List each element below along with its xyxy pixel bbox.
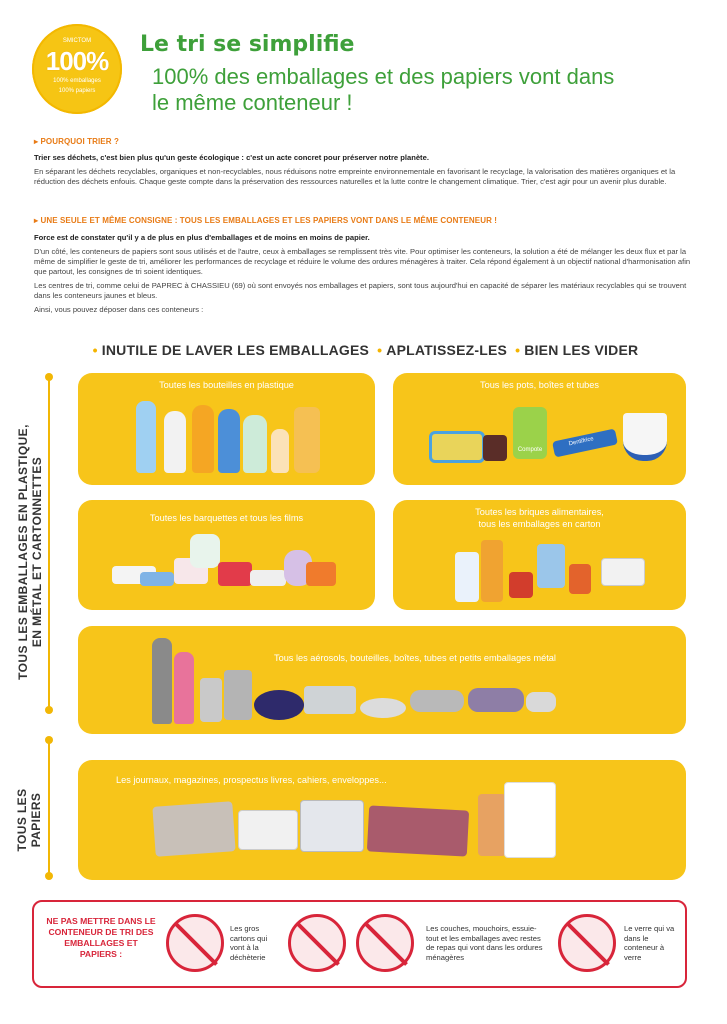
yogurt-pot-icon [483,435,507,461]
instruction-empty: BIEN LES VIDER [524,342,639,358]
soap-bottle-icon [243,415,267,473]
side-label-line: PAPIERS [29,792,43,848]
compote-pouch-icon [513,407,547,459]
section-why-sort [34,137,694,187]
side-dot [45,706,53,714]
instruction-flatten: APLATISSEZ-LES [386,342,508,358]
panel-papers [78,760,686,880]
detergent-bottle-icon [218,409,240,473]
can-icon [200,678,222,722]
no-cardboard-icon [166,914,224,972]
water-bottle-icon [136,401,156,473]
bullet-dot: • [515,342,521,358]
panel-plastic-bottles [78,373,375,485]
section-lead: Force est de constater qu'il y a de plus en plus d'emballages et de moins en moins de papier. [34,233,370,242]
kraft-bag-icon [478,794,506,856]
section-one-rule [34,216,694,315]
foil-dish-icon [360,698,406,718]
foil-ball-icon [526,692,556,712]
newspapers-icon [152,801,235,856]
panel-pots-boxes-tubes [393,373,686,485]
page-title: Le tri se simplifie [140,32,355,57]
milk-bottle-icon [164,411,186,473]
logo-top-text: SMICTOM [62,38,92,44]
side-label-papers [15,780,43,860]
panel-cartons [393,500,686,610]
tub-icon [429,431,485,463]
exclusions-box [32,900,687,988]
instructions-band [0,342,727,358]
envelope-icon [238,810,298,850]
film-icon [140,572,174,586]
section-heading: ▸ UNE SEULE ET MÊME CONSIGNE : TOUS LES EMBALLAGES ET LES PAPIERS VONT DANS LE MÊME CONTENEUR ! [34,216,498,225]
chips-bag-icon [218,562,252,586]
exclusions-warning: NE PAS METTRE DANS LE CONTENEUR DE TRI DES EMBALLAGES ET PAPIERS : [46,916,156,959]
exclusion-household-waste: Les couches, mouchoirs, essuie-tout et les emballages avec restes de repas qui vont dans les ordures ménagères [426,924,543,962]
aerosol-pink-icon [174,652,194,724]
panel-trays-films [78,500,375,610]
capsules-icon [410,690,464,712]
no-food-waste-icon [356,914,414,972]
logo-big-text: 100% [45,46,109,76]
bullet-dot: • [92,342,98,358]
section-paragraph: D'un côté, les conteneurs de papiers sont sous utilisés et de l'autre, ceux à emballages se remplissent très vite. Pour optimiser les conteneurs, la solution a été de mélanger les deux flux et par la même de simplifier le geste de tri, améliorer les performances de recyclage et réduire le volume des ordures ménagères à traiter. Cela répond également à un objectif national d'harmonisation afin que partout, les consignes de tri soient identiques. [34,247,691,276]
magazines-icon [367,805,469,856]
panel-caption: Toutes les bouteilles en plastique [159,380,294,390]
egg-tray-icon [250,570,286,586]
panel-caption-line: Toutes les briques alimentaires, [475,507,604,517]
page-subtitle: 100% des emballages et des papiers vont dans le même conteneur ! [152,64,615,115]
juice-bottle-icon [294,407,320,473]
side-label-packaging [16,397,44,707]
section-paragraph: Les centres de tri, comme celui de PAPREC à CHASSIEU (69) où sont envoyés nos emballages et papiers, sont tous aujourd'hui en capacité de séparer les matériaux recyclables qui se trouvent dans les conteneurs jaunes et bleus. [34,281,687,300]
coffee-capsules-icon [468,688,524,712]
section-paragraph: Ainsi, vous pouvez déposer dans ces conteneurs : [34,305,204,314]
side-dot [45,872,53,880]
toothpaste-tube-icon [552,429,618,458]
documents-icon [300,800,364,852]
panel-caption-line: tous les emballages en carton [478,519,601,529]
side-dot [45,736,53,744]
snack-pack-icon [306,562,336,586]
logo-line-1: 100% emballages [53,78,101,84]
side-label-line: TOUS LES [15,788,29,852]
oil-bottle-icon [192,405,214,473]
compote-label: Compote [517,447,543,453]
section-paragraph: En séparant les déchets recyclables, organiques et non-recyclables, nous réduisons notre empreinte environnementale en favorisant le recyclage, la valorisation des matières organiques et la réduction des déchets enfouis. Chaque geste compte dans la préservation des ressources naturelles et la lutte contre le changement climatique. Trier, c'est agir pour un avenir plus durable. [34,167,676,186]
foil-tray-icon [304,686,356,714]
white-box-icon [601,558,645,586]
instruction-no-wash: INUTILE DE LAVER LES EMBALLAGES [101,342,370,358]
wipes-box-icon [623,413,667,461]
panel-metal [78,626,686,734]
panel-caption: Tous les aérosols, bouteilles, boîtes, tubes et petits emballages métal [274,653,556,663]
side-label-line: TOUS LES EMBALLAGES EN PLASTIQUE, [16,424,30,680]
dentifrice-label: Dentifrice [568,436,595,448]
tin-lid-icon [254,690,304,720]
aerosol-icon [152,638,172,724]
section-heading: ▸ POURQUOI TRIER ? [34,137,119,146]
panel-caption: Toutes les barquettes et tous les films [149,513,304,523]
tin-can-icon [224,670,252,720]
exclusion-glass: Le verre qui va dans le conteneur à verre [624,924,675,962]
biscuit-box-icon [569,564,591,594]
sauce-bottle-icon [271,429,289,473]
logo-line-2: 100% papiers [58,88,96,94]
bullet-dot: • [377,342,383,358]
exclusion-cardboard: Les gros cartons qui vont à la déchèterie [230,924,268,962]
no-diaper-icon [288,914,346,972]
logo-100-percent [32,24,122,114]
panel-caption [393,506,686,530]
plastic-bag-icon [190,534,220,568]
no-glass-icon [558,914,616,972]
side-label-papers-wrap [0,788,69,852]
small-box-icon [509,572,533,598]
paper-bag-icon [504,782,556,858]
side-label-line: EN MÉTAL ET CARTONNETTES [30,456,44,648]
panel-caption: Les journaux, magazines, prospectus livres, cahiers, enveloppes... [116,775,387,785]
juice-carton-icon [481,540,503,602]
cereal-box-icon [537,544,565,588]
section-lead: Trier ses déchets, c'est bien plus qu'un geste écologique : c'est un acte concret pour préserver notre planète. [34,153,429,162]
side-dot [45,373,53,381]
milk-carton-icon [455,552,479,602]
panel-caption: Tous les pots, boîtes et tubes [480,380,599,390]
